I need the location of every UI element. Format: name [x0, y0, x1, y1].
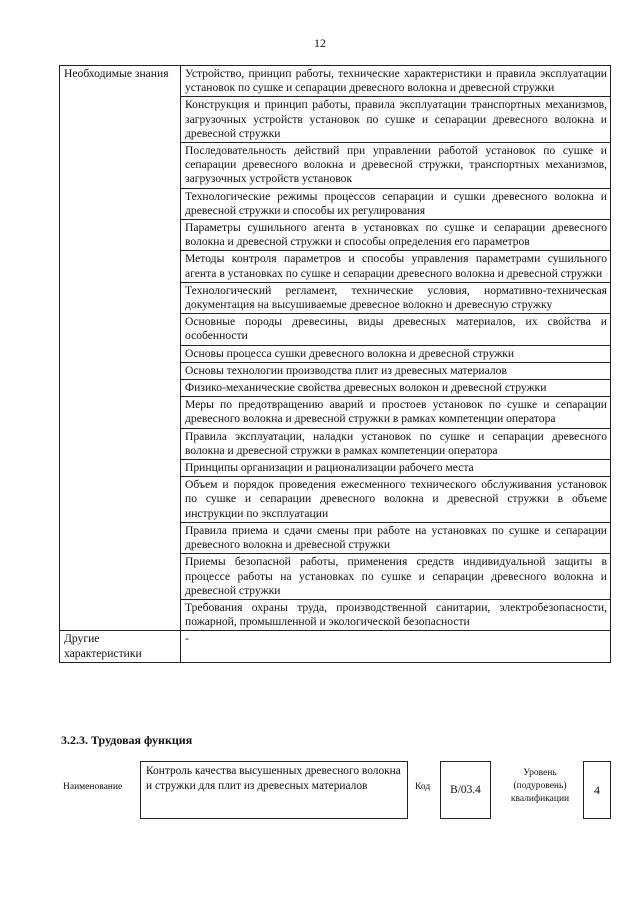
qualification-level-value: 4 — [583, 761, 611, 819]
qualification-level-label: Уровень (подуровень) квалификации — [510, 768, 570, 804]
knowledge-item: Технологический регламент, технические условия, нормативно-техническая документация на высушиваемые древесное волокно и древесную стружку — [181, 282, 611, 313]
name-label: Наименование — [63, 782, 123, 792]
knowledge-row — [60, 66, 611, 97]
knowledge-item: Основы технологии производства плит из древесных материалов — [181, 362, 611, 379]
knowledge-item: Основные породы древесины, виды древесных материалов, их свойства и особенности — [181, 314, 611, 345]
function-name-value: Контроль качества высушенных древесного волокна и стружки для плит из древесных материалов — [140, 761, 408, 819]
function-code-value: В/03.4 — [440, 761, 491, 819]
knowledge-item: Принципы организации и рационализации рабочего места — [181, 460, 611, 477]
knowledge-item: Меры по предотвращению аварий и простоев установок по сушке и сепарации древесного волокна и древесной стружки в рамках компетенции оператора — [181, 397, 611, 428]
knowledge-item: Требования охраны труда, производственной санитарии, электробезопасности, пожарной, промышленной и экологической безопасности — [181, 599, 611, 630]
knowledge-item: Объем и порядок проведения ежесменного технического обслуживания установок по сушке и сепарации древесного волокна и древесной стружки в объеме инструкции по эксплуатации — [181, 477, 611, 523]
knowledge-item: Технологические режимы процессов сепарации и сушки древесного волокна и древесной стружки и способы их регулирования — [181, 188, 611, 219]
knowledge-item: Последовательность действий при управлении работой установок по сушке и сепарации древесного волокна и древесной стружки, транспортных механизмов, загрузочных устройств установок — [181, 143, 611, 189]
knowledge-table — [59, 65, 611, 663]
knowledge-item: Параметры сушильного агента в установках по сушке и сепарации древесного волокна и древесной стружки и способы определения его параметров — [181, 220, 611, 251]
knowledge-item: Приемы безопасной работы, применения средств индивидуальной защиты в процессе работы на установках по сушке и сепарации древесного волокна и древесной стружки — [181, 554, 611, 600]
section-heading: 3.2.3. Трудовая функция — [61, 733, 193, 747]
knowledge-table-body — [60, 66, 611, 663]
other-characteristics-value: - — [181, 631, 611, 662]
labor-function-header — [63, 761, 611, 823]
knowledge-item: Правила эксплуатации, наладки установок по сушке и сепарации древесного волокна и древесной стружки в рамках компетенции оператора — [181, 428, 611, 459]
knowledge-item: Методы контроля параметров и способы управления параметрами сушильного агента в установках по сушке и сепарации древесного волокна и древесной стружки — [181, 251, 611, 282]
knowledge-item: Правила приема и сдачи смены при работе на установках по сушке и сепарации древесного волокна и древесной стружки — [181, 522, 611, 553]
page-number: 12 — [314, 36, 326, 50]
knowledge-item: Конструкция и принцип работы, правила эксплуатации транспортных механизмов, загрузочных устройств установок по сушке и сепарации древесного волокна и древесной стружки — [181, 97, 611, 143]
required-knowledge-label: Необходимые знания — [60, 66, 181, 631]
other-characteristics-label: Другие характеристики — [60, 631, 181, 662]
code-label: Код — [415, 782, 431, 792]
knowledge-item: Основы процесса сушки древесного волокна и древесной стружки — [181, 345, 611, 362]
knowledge-item: Физико-механические свойства древесных волокон и древесной стружки — [181, 380, 611, 397]
other-characteristics-row — [60, 631, 611, 662]
knowledge-item: Устройство, принцип работы, технические характеристики и правила эксплуатации установок по сушке и сепарации древесного волокна и древесной стружки — [181, 66, 611, 97]
